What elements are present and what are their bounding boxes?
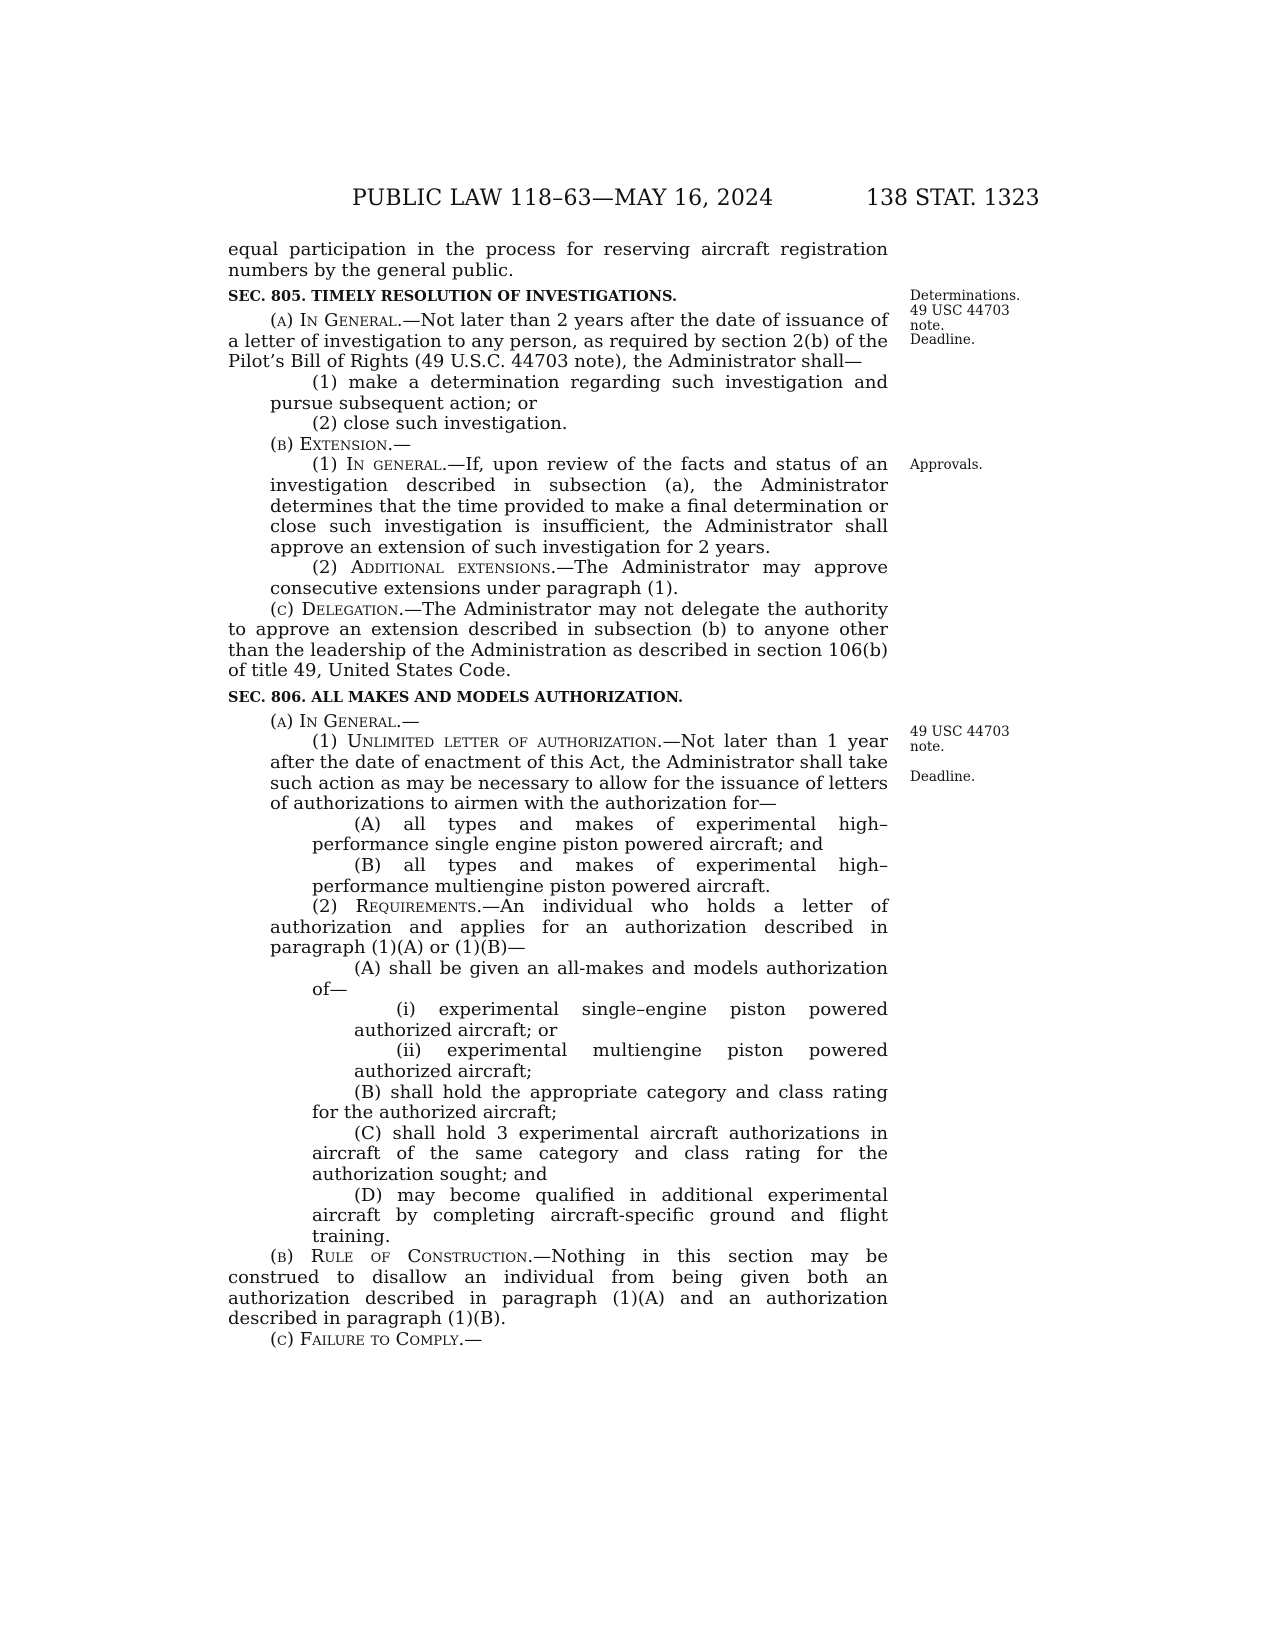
subsection-heading: (c) Failure to Comply. [270, 1328, 465, 1350]
margin-note-determinations: Determinations. [910, 288, 1021, 304]
section-806-a-2-A: (A) shall be given an all-makes and models authorization of— [312, 958, 888, 1000]
margin-note-note: note. [910, 318, 945, 334]
running-header-page: 138 STAT. 1323 [866, 186, 1040, 211]
running-header-title: PUBLIC LAW 118–63—MAY 16, 2024 [352, 186, 774, 211]
subsection-heading: (c) Delegation. [270, 598, 405, 620]
paragraph-text: —If, upon review of the facts and status of an investigation described in subsection (a), the Administrator determines that the time provided to make a final determination or close such investigation is insufficient, the Administrator shall approve an extension of such investigation for 2 years. [270, 454, 888, 558]
section-806-a-1-B: (B) all types and makes of experimental high–performance multiengine piston powered aircraft. [312, 855, 888, 897]
margin-note-note: note. [910, 739, 945, 755]
subsection-heading: (b) Rule of Construction. [270, 1246, 534, 1268]
section-806-a-2 [270, 897, 888, 959]
section-806-a-2-A-i: (i) experimental single–engine piston powered authorized aircraft; or [354, 999, 888, 1041]
subsection-dash: — [393, 433, 412, 455]
margin-note-usc-citation: 49 USC 44703 [910, 724, 1010, 740]
paragraph-heading: (2) Additional extensions. [312, 557, 557, 579]
main-text [228, 240, 888, 1350]
section-805-c [228, 600, 888, 682]
margin-note-deadline: Deadline. [910, 332, 976, 348]
section-806-a-2-A-ii: (ii) experimental multiengine piston powered authorized aircraft; [354, 1040, 888, 1082]
section-805-a-2: (2) close such investigation. [312, 413, 568, 435]
subsection-heading: (a) In General. [270, 310, 403, 332]
section-806-a-2-B: (B) shall hold the appropriate category and class rating for the authorized aircraft; [312, 1081, 888, 1124]
continued-paragraph: equal participation in the process for reserving aircraft registration numbers by the general public. [228, 239, 888, 281]
section-805-a [228, 311, 888, 373]
margin-note-usc-citation: 49 USC 44703 [910, 303, 1010, 319]
section-805-b [228, 435, 888, 456]
section-806-heading: SEC. 806. ALL MAKES AND MODELS AUTHORIZATION. [228, 688, 684, 706]
section-805-b-2 [270, 558, 888, 599]
paragraph-heading: (1) In general. [312, 454, 448, 476]
section-806-b [228, 1247, 888, 1329]
section-806-a-2-D: (D) may become qualified in additional experimental aircraft by completing aircraft-specific ground and flight training. [312, 1184, 888, 1247]
subsection-text: —The Administrator may not delegate the authority to approve an extension described in subsection (b) to anyone other than the leadership of the Administration as described in section 106(b) of title 49, United States Code. [228, 598, 888, 682]
paragraph-heading: (2) Requirements. [312, 896, 483, 918]
paragraph-text: —An individual who holds a letter of authorization and applies for an authorization described in paragraph (1)(A) or (1)(B)— [270, 896, 889, 959]
subsection-heading: (a) In General. [270, 710, 402, 732]
paragraph-text: —Not later than 1 year after the date of enactment of this Act, the Administrator shall take such action as may be necessary to allow for the issuance of letters of authorizations to airmen with the authorization for— [270, 731, 888, 815]
section-805-a-1: (1) make a determination regarding such investigation and pursue subsequent action; or [270, 371, 888, 414]
section-806-a [228, 712, 888, 733]
subsection-text: —Nothing in this section may be construed to disallow an individual from being given both an authorization described in paragraph (1)(A) and an authorization described in paragraph (1)(B). [228, 1246, 888, 1330]
section-805-heading: SEC. 805. TIMELY RESOLUTION OF INVESTIGATIONS. [228, 288, 678, 306]
subsection-heading: (b) Extension. [270, 433, 394, 455]
paragraph-heading: (1) Unlimited letter of authorization. [312, 731, 663, 753]
subsection-dash: — [401, 710, 420, 732]
section-806-a-2-C: (C) shall hold 3 experimental aircraft authorizations in aircraft of the same category and class rating for the authorization sought; and [312, 1122, 888, 1185]
section-806-a-1-A: (A) all types and makes of experimental high–performance single engine piston powered aircraft; and [312, 813, 888, 856]
subsection-text: —Not later than 2 years after the date of issuance of a letter of investigation to any person, as required by section 2(b) of the Pilot’s Bill of Rights (49 U.S.C. 44703 note), the Administrator shall— [228, 310, 888, 373]
paragraph-text: —The Administrator may approve consecutive extensions under paragraph (1). [270, 557, 888, 599]
margin-note-deadline: Deadline. [910, 769, 976, 785]
section-806-a-1 [270, 732, 888, 814]
section-806-c [228, 1330, 888, 1351]
subsection-dash: — [464, 1328, 483, 1350]
margin-note-approvals: Approvals. [910, 457, 983, 473]
section-805-b-1 [270, 455, 888, 558]
